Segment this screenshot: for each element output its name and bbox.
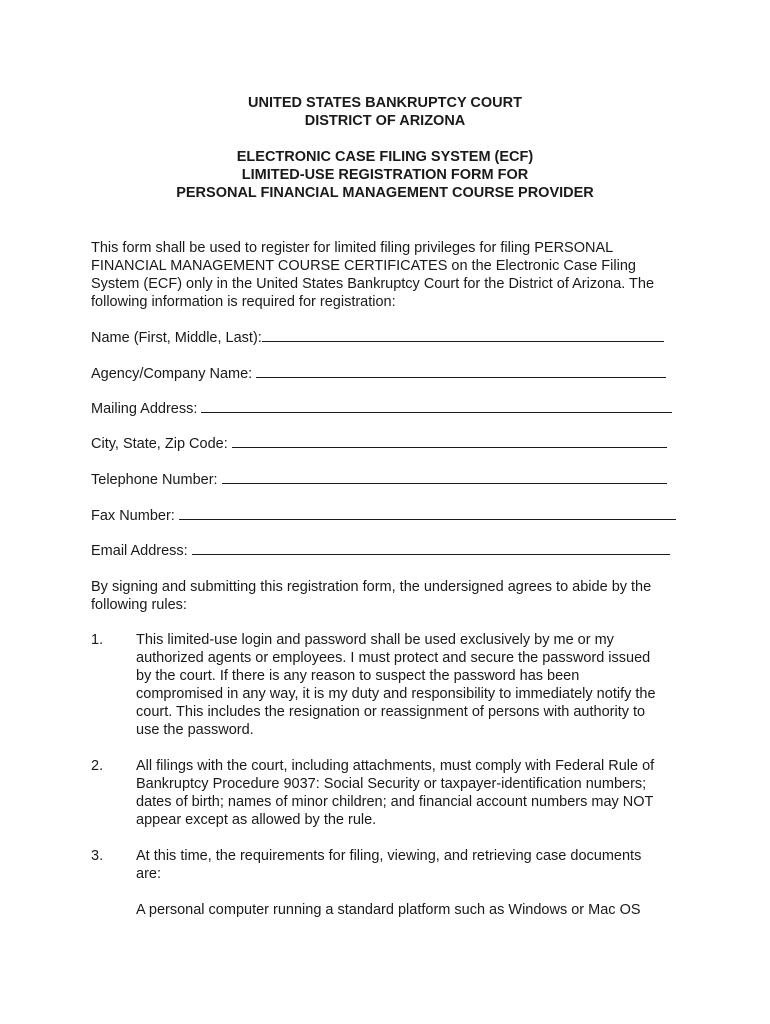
rules-intro-line: By signing and submitting this registration form, the undersigned agrees to abide by the — [91, 579, 652, 595]
telephone-field — [91, 471, 667, 489]
rules-intro-paragraph — [91, 578, 691, 614]
rule-line: are: — [136, 866, 161, 882]
telephone-label: Telephone Number: — [91, 472, 222, 488]
mailing-address-blank-line[interactable] — [201, 400, 672, 413]
rule-line: At this time, the requirements for filing, viewing, and retrieving case documents — [136, 848, 642, 864]
rule-line: compromised in any way, it is my duty and responsibility to immediately notify the — [136, 686, 656, 702]
rule-line: authorized agents or employees. I must protect and secure the password issued — [136, 650, 651, 666]
email-blank-line[interactable] — [192, 542, 670, 555]
rule-line: court. This includes the resignation or reassignment of persons with authority to — [136, 704, 646, 720]
rule-number: 3. — [91, 848, 104, 864]
email-label: Email Address: — [91, 543, 192, 559]
rule-line: appear except as allowed by the rule. — [136, 812, 377, 828]
mailing-address-label: Mailing Address: — [91, 401, 202, 417]
rule-text — [136, 631, 691, 739]
rule-line: All filings with the court, including attachments, must comply with Federal Rule of — [136, 758, 655, 774]
fax-field — [91, 507, 676, 525]
email-field — [91, 542, 670, 560]
court-name: UNITED STATES BANKRUPTCY COURT — [248, 95, 522, 111]
form-title-line-2: LIMITED-USE REGISTRATION FORM FOR — [241, 167, 529, 183]
intro-paragraph — [91, 239, 691, 311]
city-state-zip-label: City, State, Zip Code: — [91, 436, 232, 452]
fax-label: Fax Number: — [91, 508, 179, 524]
rule-text — [136, 757, 691, 829]
rule-line: This limited-use login and password shall be used exclusively by me or my — [136, 632, 614, 648]
city-state-zip-field — [91, 435, 667, 453]
agency-label: Agency/Company Name: — [91, 366, 257, 382]
mailing-address-field — [91, 400, 672, 418]
intro-line: This form shall be used to register for limited filing privileges for filing PERSONAL — [91, 240, 614, 256]
intro-line: following information is required for registration: — [91, 294, 396, 310]
rules-intro-line: following rules: — [91, 597, 187, 613]
intro-line: FINANCIAL MANAGEMENT COURSE CERTIFICATES on the Electronic Case Filing — [91, 258, 636, 274]
rule-line: Bankruptcy Procedure 9037: Social Security or taxpayer-identification numbers; — [136, 776, 647, 792]
rule-3-requirement: A personal computer running a standard platform such as Windows or Mac OS — [136, 902, 641, 918]
city-state-zip-blank-line[interactable] — [232, 435, 667, 448]
telephone-blank-line[interactable] — [222, 471, 667, 484]
rule-line: dates of birth; names of minor children; and financial account numbers may NOT — [136, 794, 654, 810]
rule-text — [136, 847, 691, 883]
name-field — [91, 329, 664, 347]
intro-line: System (ECF) only in the United States Bankruptcy Court for the District of Arizona. The — [91, 276, 655, 292]
form-title — [0, 148, 770, 202]
agency-field — [91, 365, 666, 383]
rule-number: 1. — [91, 632, 104, 648]
rule-number: 2. — [91, 758, 104, 774]
court-heading — [0, 94, 770, 130]
form-title-line-3: PERSONAL FINANCIAL MANAGEMENT COURSE PROVIDER — [176, 185, 594, 201]
rule-line: by the court. If there is any reason to suspect the password has been — [136, 668, 580, 684]
form-title-line-1: ELECTRONIC CASE FILING SYSTEM (ECF) — [236, 149, 534, 165]
rule-line: use the password. — [136, 722, 254, 738]
fax-blank-line[interactable] — [179, 507, 676, 520]
name-blank-line[interactable] — [262, 329, 664, 342]
name-label: Name (First, Middle, Last): — [91, 330, 262, 346]
agency-blank-line[interactable] — [256, 365, 666, 378]
court-district: DISTRICT OF ARIZONA — [304, 113, 466, 129]
